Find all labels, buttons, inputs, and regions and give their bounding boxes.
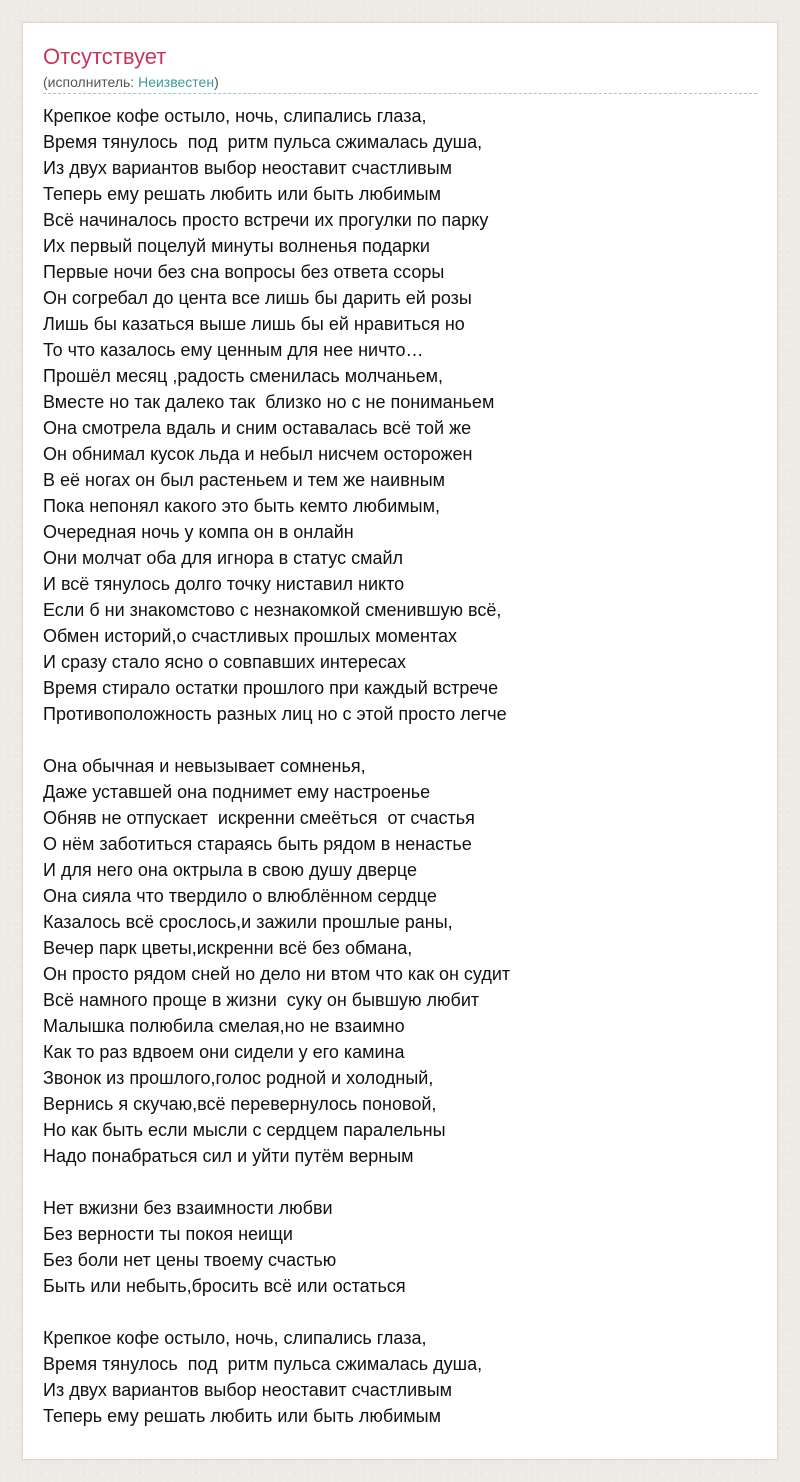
lyrics-stanza xyxy=(43,753,759,1169)
lyric-line: Нет вжизни без взаимности любви xyxy=(43,1198,333,1218)
lyric-line: Но как быть если мысли с сердцем паралельны xyxy=(43,1120,446,1140)
lyric-line: Их первый поцелуй минуты волненья подарки xyxy=(43,236,430,256)
performer-link[interactable]: Неизвестен xyxy=(138,74,215,90)
lyric-line: Время тянулось под ритм пульса сжималась душа, xyxy=(43,1354,483,1374)
lyric-line: Всё намного проще в жизни суку он бывшую любит xyxy=(43,990,480,1010)
lyrics-stanza xyxy=(43,1325,759,1429)
lyrics-stanza xyxy=(43,1195,759,1299)
lyric-line: Малышка полюбила смелая,но не взаимно xyxy=(43,1016,405,1036)
song-title: Отсутствует xyxy=(43,44,167,69)
lyric-line: Теперь ему решать любить или быть любимым xyxy=(43,1406,441,1426)
lyric-line: Время стирало остатки прошлого при каждый встрече xyxy=(43,678,499,698)
lyric-line: Очередная ночь у компа он в онлайн xyxy=(43,522,354,542)
lyric-line: Надо понабраться сил и уйти путём верным xyxy=(43,1146,414,1166)
lyrics-card xyxy=(22,22,778,1460)
performer-suffix: ) xyxy=(214,74,219,90)
lyric-line: Из двух вариантов выбор неоставит счастливым xyxy=(43,158,453,178)
lyric-line: Если б ни знакомстово с незнакомкой сменившую всё, xyxy=(43,600,502,620)
lyric-line: Без верности ты покоя неищи xyxy=(43,1224,293,1244)
lyrics-stanza xyxy=(43,103,759,727)
performer-line xyxy=(43,73,219,91)
lyric-line: Всё начиналось просто встречи их прогулки по парку xyxy=(43,210,489,230)
lyric-line: Первые ночи без сна вопросы без ответа ссоры xyxy=(43,262,445,282)
lyric-line: Время тянулось под ритм пульса сжималась душа, xyxy=(43,132,483,152)
lyric-line: Как то раз вдвоем они сидели у его камина xyxy=(43,1042,405,1062)
lyric-line: Противоположность разных лиц но с этой просто легче xyxy=(43,704,507,724)
lyric-line: Она смотрела вдаль и сним оставалась всё той же xyxy=(43,418,472,438)
performer-prefix: (исполнитель: xyxy=(43,74,139,90)
title-divider xyxy=(43,93,757,94)
lyric-line: Обмен историй,о счастливых прошлых моментах xyxy=(43,626,457,646)
lyric-line: Даже уставшей она поднимет ему настроенье xyxy=(43,782,431,802)
lyric-line: Она обычная и невызывает сомненья, xyxy=(43,756,366,776)
lyric-line: Прошёл месяц ,радость сменилась молчаньем, xyxy=(43,366,443,386)
lyric-line: Вечер парк цветы,искренни всё без обмана, xyxy=(43,938,413,958)
lyric-line: Без боли нет цены твоему счастью xyxy=(43,1250,337,1270)
lyric-line: Крепкое кофе остыло, ночь, слипались глаза, xyxy=(43,1328,427,1348)
lyric-line: Он просто рядом сней но дело ни втом что как он судит xyxy=(43,964,511,984)
lyric-line: О нём заботиться стараясь быть рядом в ненастье xyxy=(43,834,472,854)
lyric-line: Быть или небыть,бросить всё или остаться xyxy=(43,1276,406,1296)
lyric-line: Казалось всё срослось,и зажили прошлые раны, xyxy=(43,912,453,932)
lyric-line: Он обнимал кусок льда и небыл нисчем осторожен xyxy=(43,444,473,464)
lyric-line: Обняв не отпускает искренни смеёться от счастья xyxy=(43,808,475,828)
lyric-line: То что казалось ему ценным для нее ничто… xyxy=(43,340,424,360)
lyric-line: Пока непонял какого это быть кемто любимым, xyxy=(43,496,440,516)
lyrics-text xyxy=(43,103,759,1429)
lyric-line: Они молчат оба для игнора в статус смайл xyxy=(43,548,404,568)
lyric-line: Из двух вариантов выбор неоставит счастливым xyxy=(43,1380,453,1400)
lyric-line: Он согребал до цента все лишь бы дарить ей розы xyxy=(43,288,472,308)
lyric-line: Теперь ему решать любить или быть любимым xyxy=(43,184,441,204)
lyric-line: И всё тянулось долго точку ниставил никто xyxy=(43,574,405,594)
lyric-line: И для него она октрыла в свою душу дверце xyxy=(43,860,417,880)
lyric-line: Звонок из прошлого,голос родной и холодный, xyxy=(43,1068,434,1088)
lyric-line: Лишь бы казаться выше лишь бы ей нравиться но xyxy=(43,314,465,334)
lyric-line: В её ногах он был растеньем и тем же наивным xyxy=(43,470,446,490)
lyric-line: Крепкое кофе остыло, ночь, слипались глаза, xyxy=(43,106,427,126)
lyric-line: Вместе но так далеко так близко но с не пониманьем xyxy=(43,392,495,412)
lyric-line: Она сияла что твердило о влюблённом сердце xyxy=(43,886,437,906)
lyric-line: Вернись я скучаю,всё перевернулось поновой, xyxy=(43,1094,437,1114)
lyric-line: И сразу стало ясно о совпавших интересах xyxy=(43,652,406,672)
